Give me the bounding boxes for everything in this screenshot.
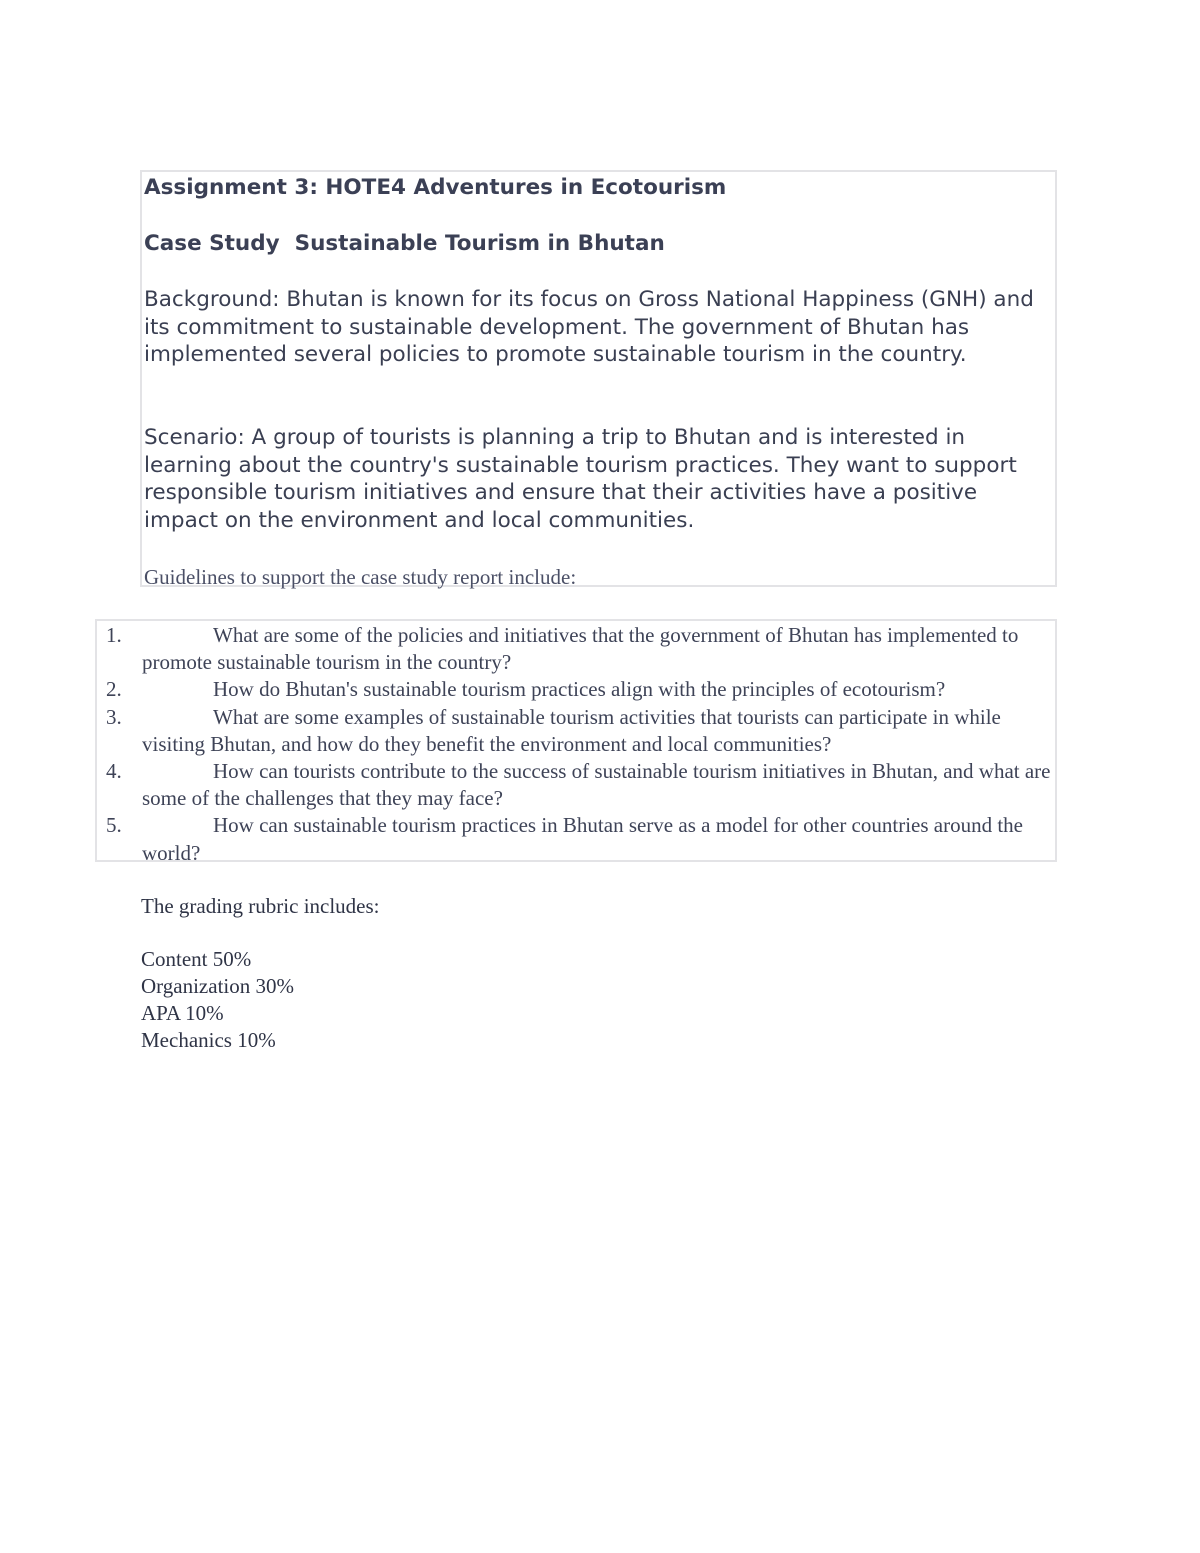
question-item	[97, 704, 1055, 758]
case-study-title: Case Study Sustainable Tourism in Bhutan	[144, 231, 665, 256]
scenario-paragraph: Scenario: A group of tourists is planning a trip to Bhutan and is interested in learning about the country's sustainable tourism practices. They want to support responsible tourism initiatives and ensure that their activities have a positive impact on the environment and local communities.	[144, 425, 1017, 533]
assignment-title: Assignment 3: HOTE4 Adventures in Ecotourism	[144, 175, 727, 200]
question-number: 3.	[106, 704, 122, 729]
question-item	[97, 622, 1055, 676]
grading-rubric	[141, 893, 380, 1054]
question-number: 1.	[106, 623, 122, 647]
question-number: 4.	[106, 759, 122, 784]
guidelines-intro: Guidelines to support the case study report include:	[144, 565, 577, 589]
question-number: 5.	[106, 813, 122, 838]
question-item	[97, 758, 1055, 812]
question-number: 2.	[106, 677, 122, 702]
questions-box	[95, 619, 1057, 865]
question-text: How can tourists contribute to the success of sustainable tourism initiatives in Bhutan, and what are some of the challenges that they may face?	[142, 759, 1051, 811]
case-study-box	[140, 170, 1057, 587]
question-text: How can sustainable tourism practices in Bhutan serve as a model for other countries around the world?	[142, 813, 1024, 865]
question-text: How do Bhutan's sustainable tourism practices align with the principles of ecotourism?	[213, 677, 946, 702]
rubric-item-apa: APA 10%	[141, 1001, 224, 1025]
questions-list	[97, 622, 1055, 867]
question-item	[97, 676, 1055, 703]
background-paragraph: Background: Bhutan is known for its focus on Gross National Happiness (GNH) and its commitment to sustainable development. The government of Bhutan has implemented several policies to promote sustainable tourism in the country.	[144, 287, 1034, 367]
rubric-item-mechanics: Mechanics 10%	[141, 1028, 276, 1052]
question-text: What are some of the policies and initiatives that the government of Bhutan has implemented to promote sustainable tourism in the country?	[142, 623, 1019, 675]
rubric-item-content: Content 50%	[141, 947, 252, 971]
question-item	[97, 812, 1055, 866]
question-text: What are some examples of sustainable tourism activities that tourists can participate in while visiting Bhutan, and how do they benefit the environment and local communities?	[142, 704, 1001, 756]
rubric-intro: The grading rubric includes:	[141, 894, 380, 918]
rubric-item-organization: Organization 30%	[141, 974, 294, 998]
